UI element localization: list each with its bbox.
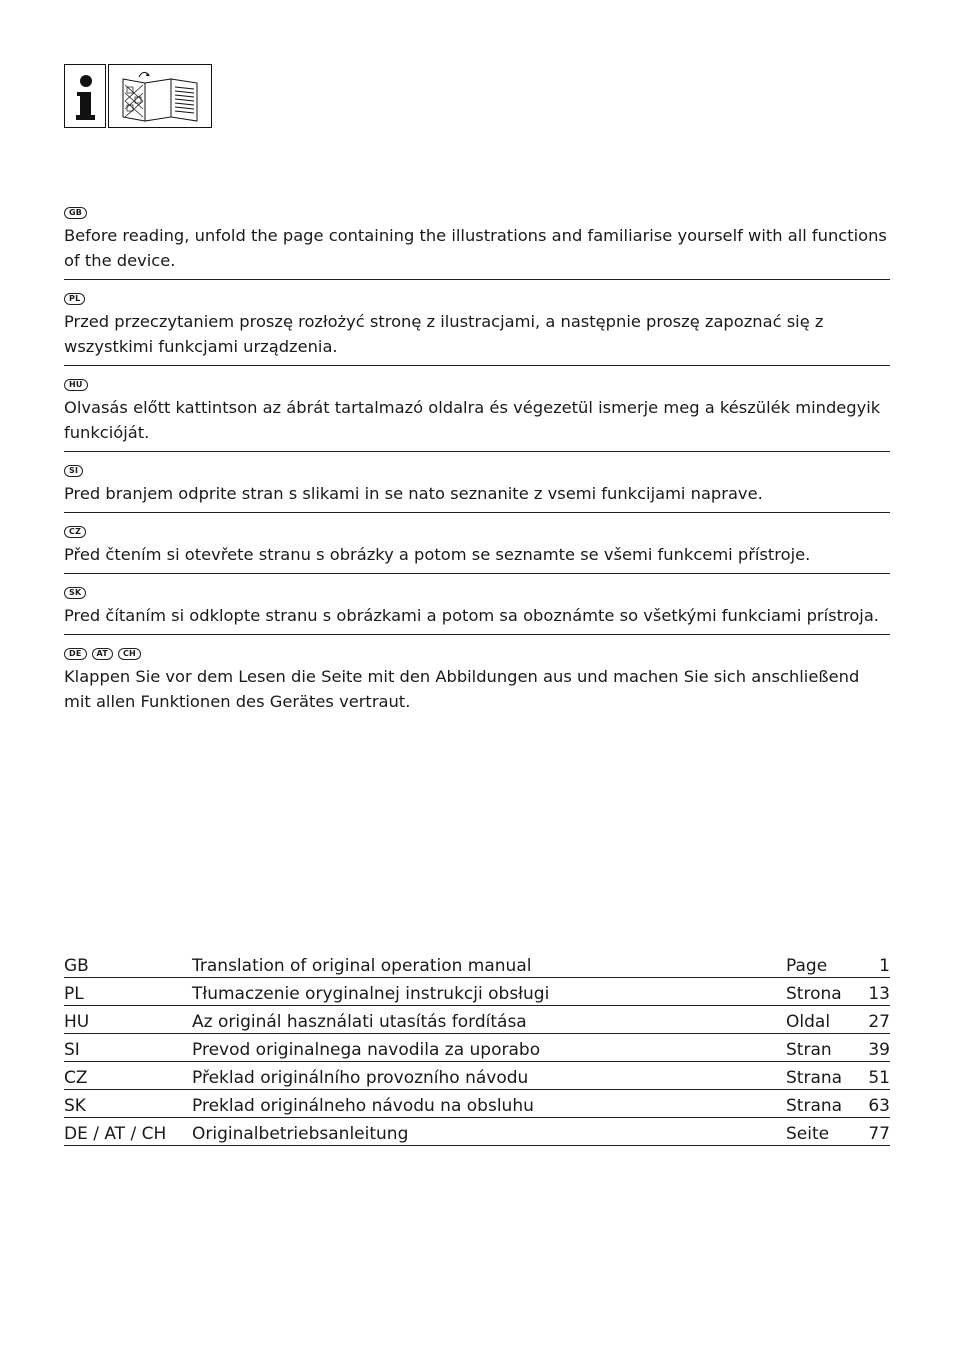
section-sk bbox=[64, 585, 890, 635]
section-gb bbox=[64, 205, 890, 280]
toc-title: Tłumaczenie oryginalnej instrukcji obsługi bbox=[192, 978, 786, 1006]
language-badge: DE bbox=[64, 648, 87, 660]
section-si bbox=[64, 463, 890, 513]
section-text: Przed przeczytaniem proszę rozłożyć stronę z ilustracjami, a następnie proszę zapoznać się z wszystkimi funkcjami urządzenia. bbox=[64, 312, 824, 356]
unfold-page-icon bbox=[108, 64, 212, 128]
language-badges bbox=[64, 205, 890, 221]
language-badge: SI bbox=[64, 465, 83, 477]
toc-code: PL bbox=[64, 978, 192, 1006]
toc-title: Az originál használati utasítás fordítása bbox=[192, 1006, 786, 1034]
toc-page-number: 13 bbox=[862, 978, 890, 1006]
toc-row bbox=[64, 1062, 890, 1090]
section-de-at-ch bbox=[64, 646, 890, 720]
toc-page-label: Oldal bbox=[786, 1006, 862, 1034]
section-text: Klappen Sie vor dem Lesen die Seite mit den Abbildungen aus und machen Sie sich anschließend mit allen Funktionen des Gerätes vertraut. bbox=[64, 667, 860, 711]
toc-page-label: Stran bbox=[786, 1034, 862, 1062]
language-badge: AT bbox=[92, 648, 113, 660]
toc-row bbox=[64, 950, 890, 978]
language-badge: CZ bbox=[64, 526, 86, 538]
table-of-contents bbox=[64, 950, 890, 1146]
toc-page-number: 27 bbox=[862, 1006, 890, 1034]
toc-code: GB bbox=[64, 950, 192, 978]
toc-row bbox=[64, 1118, 890, 1146]
language-badges bbox=[64, 646, 890, 662]
header-icons bbox=[64, 64, 212, 128]
toc-page-label: Page bbox=[786, 950, 862, 978]
toc-page-number: 63 bbox=[862, 1090, 890, 1118]
section-text: Olvasás előtt kattintson az ábrát tartalmazó oldalra és végezetül ismerje meg a készülék mindegyik funkcióját. bbox=[64, 398, 881, 442]
language-badge: GB bbox=[64, 207, 87, 219]
section-pl bbox=[64, 291, 890, 366]
language-badge: HU bbox=[64, 379, 88, 391]
toc-row bbox=[64, 1034, 890, 1062]
language-badges bbox=[64, 291, 890, 307]
info-icon bbox=[64, 64, 106, 128]
toc-title: Originalbetriebsanleitung bbox=[192, 1118, 786, 1146]
toc-page-number: 51 bbox=[862, 1062, 890, 1090]
section-hu bbox=[64, 377, 890, 452]
language-badge: PL bbox=[64, 293, 85, 305]
toc-page-number: 39 bbox=[862, 1034, 890, 1062]
section-cz bbox=[64, 524, 890, 574]
toc-page-number: 77 bbox=[862, 1118, 890, 1146]
toc-title: Překlad originálního provozního návodu bbox=[192, 1062, 786, 1090]
language-badges bbox=[64, 585, 890, 601]
toc-title: Prevod originalnega navodila za uporabo bbox=[192, 1034, 786, 1062]
toc-code: SI bbox=[64, 1034, 192, 1062]
section-text: Před čtením si otevřete stranu s obrázky a potom se seznamte se všemi funkcemi přístroje. bbox=[64, 545, 811, 564]
section-text: Pred čítaním si odklopte stranu s obrázkami a potom sa oboznámte so všetkými funkciami prístroja. bbox=[64, 606, 879, 625]
toc-row bbox=[64, 1090, 890, 1118]
toc-code: CZ bbox=[64, 1062, 192, 1090]
language-badge: SK bbox=[64, 587, 86, 599]
toc-code: SK bbox=[64, 1090, 192, 1118]
toc-row bbox=[64, 978, 890, 1006]
toc-page-label: Strona bbox=[786, 978, 862, 1006]
language-badges bbox=[64, 524, 890, 540]
language-badges bbox=[64, 463, 890, 479]
language-badges bbox=[64, 377, 890, 393]
language-badge: CH bbox=[118, 648, 141, 660]
section-text: Before reading, unfold the page containing the illustrations and familiarise yourself with all functions of the device. bbox=[64, 226, 887, 270]
toc-page-label: Strana bbox=[786, 1090, 862, 1118]
language-sections bbox=[64, 205, 890, 731]
toc-title: Preklad originálneho návodu na obsluhu bbox=[192, 1090, 786, 1118]
toc-code: DE / AT / CH bbox=[64, 1118, 192, 1146]
toc-row bbox=[64, 1006, 890, 1034]
toc-title: Translation of original operation manual bbox=[192, 950, 786, 978]
toc-page-number: 1 bbox=[862, 950, 890, 978]
toc-page-label: Seite bbox=[786, 1118, 862, 1146]
toc-code: HU bbox=[64, 1006, 192, 1034]
section-text: Pred branjem odprite stran s slikami in se nato seznanite z vsemi funkcijami naprave. bbox=[64, 484, 763, 503]
toc-page-label: Strana bbox=[786, 1062, 862, 1090]
